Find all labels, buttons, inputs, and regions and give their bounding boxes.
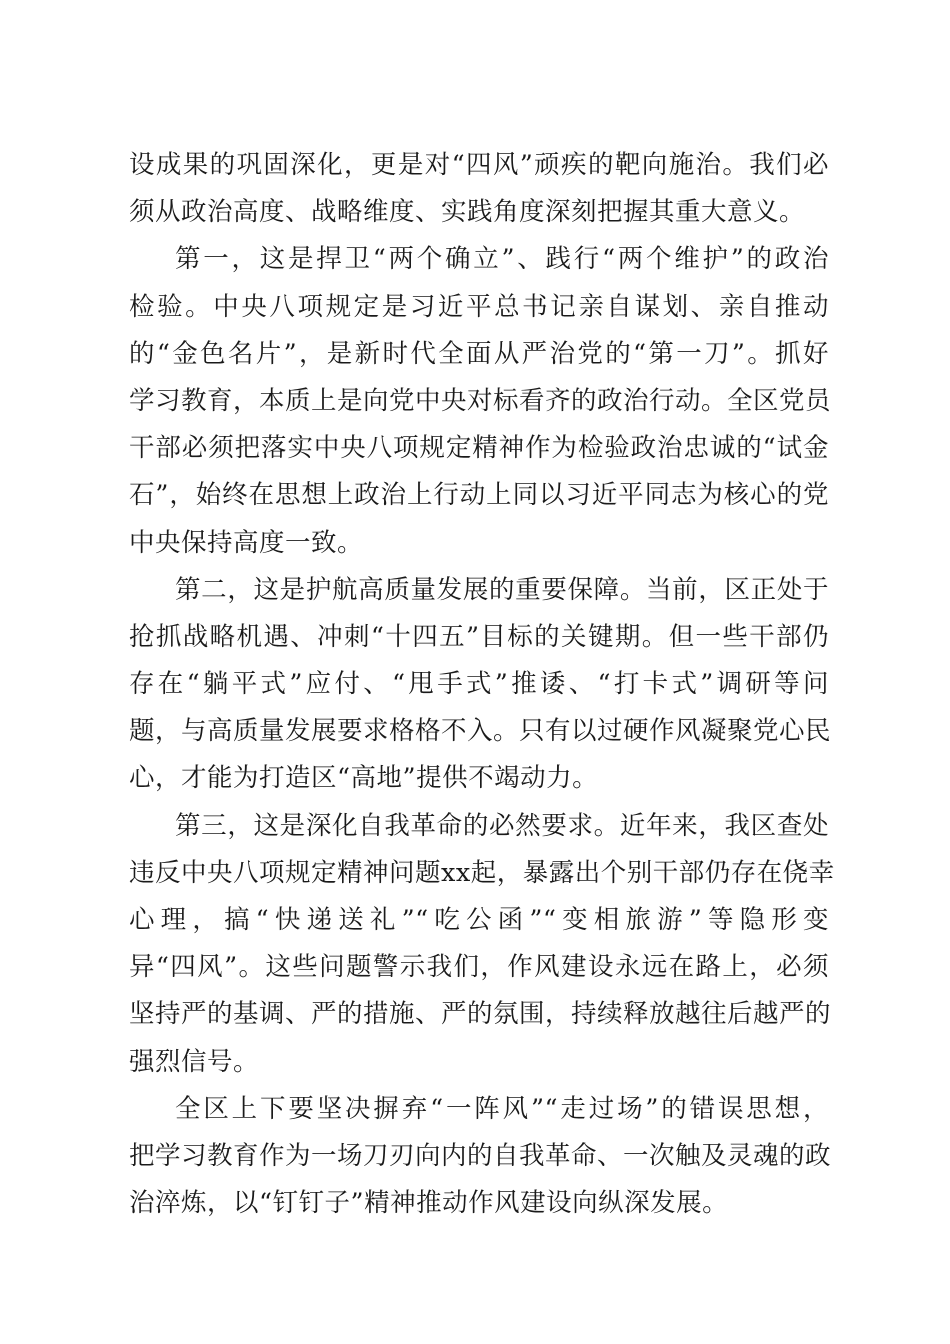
- text-line: 第二，这是护航高质量发展的重要保障。当前，区正处于: [175, 574, 829, 605]
- text-line: 违反中央八项规定精神问题xx起，暴露出个别干部仍存在侥幸: [129, 857, 835, 888]
- text-line: 检验。中央八项规定是习近平总书记亲自谋划、亲自推动: [129, 291, 829, 322]
- text-line: 把学习教育作为一场刀刃向内的自我革命、一次触及灵魂的政: [129, 1140, 832, 1171]
- text-line: 中央保持高度一致。: [129, 527, 364, 558]
- text-line: 的“金色名片”，是新时代全面从严治党的“第一刀”。抓好: [129, 338, 829, 369]
- text-line: 抢抓战略机遇、冲刺“十四五”目标的关键期。但一些干部仍: [129, 621, 829, 652]
- text-line: 须从政治高度、战略维度、实践角度深刻把握其重大意义。: [129, 197, 806, 228]
- text-line: 全区上下要坚决摒弃“一阵风”“走过场”的错误思想，: [175, 1093, 829, 1124]
- text-line: 第一，这是捍卫“两个确立”、践行“两个维护”的政治: [175, 244, 829, 275]
- text-line: 心理，搞“快递送礼”“吃公函”“变相旅游”等隐形变: [129, 905, 829, 935]
- text-line: 干部必须把落实中央八项规定精神作为检验政治忠诚的“试金: [129, 433, 829, 464]
- text-line: 坚持严的基调、严的措施、严的氛围，持续释放越往后越严的: [129, 999, 832, 1030]
- text-line: 存在“躺平式”应付、“甩手式”推诿、“打卡式”调研等问: [129, 669, 829, 700]
- text-line: 强烈信号。: [129, 1046, 260, 1077]
- text-line: 治淬炼，以“钉钉子”精神推动作风建设向纵深发展。: [129, 1188, 729, 1219]
- text-line: 题，与高质量发展要求格格不入。只有以过硬作风凝聚党心民: [129, 716, 832, 747]
- text-line: 设成果的巩固深化，更是对“四风”顽疾的靶向施治。我们必: [129, 150, 829, 180]
- text-line: 第三，这是深化自我革命的必然要求。近年来，我区查处: [175, 810, 829, 841]
- text-line: 异“四风”。这些问题警示我们，作风建设永远在路上，必须: [129, 952, 829, 983]
- body-text: [129, 142, 835, 1227]
- text-line: 心，才能为打造区“高地”提供不竭动力。: [129, 763, 599, 794]
- text-line: 学习教育，本质上是向党中央对标看齐的政治行动。全区党员: [129, 385, 832, 416]
- text-line: 石”，始终在思想上政治上行动上同以习近平同志为核心的党: [129, 480, 829, 511]
